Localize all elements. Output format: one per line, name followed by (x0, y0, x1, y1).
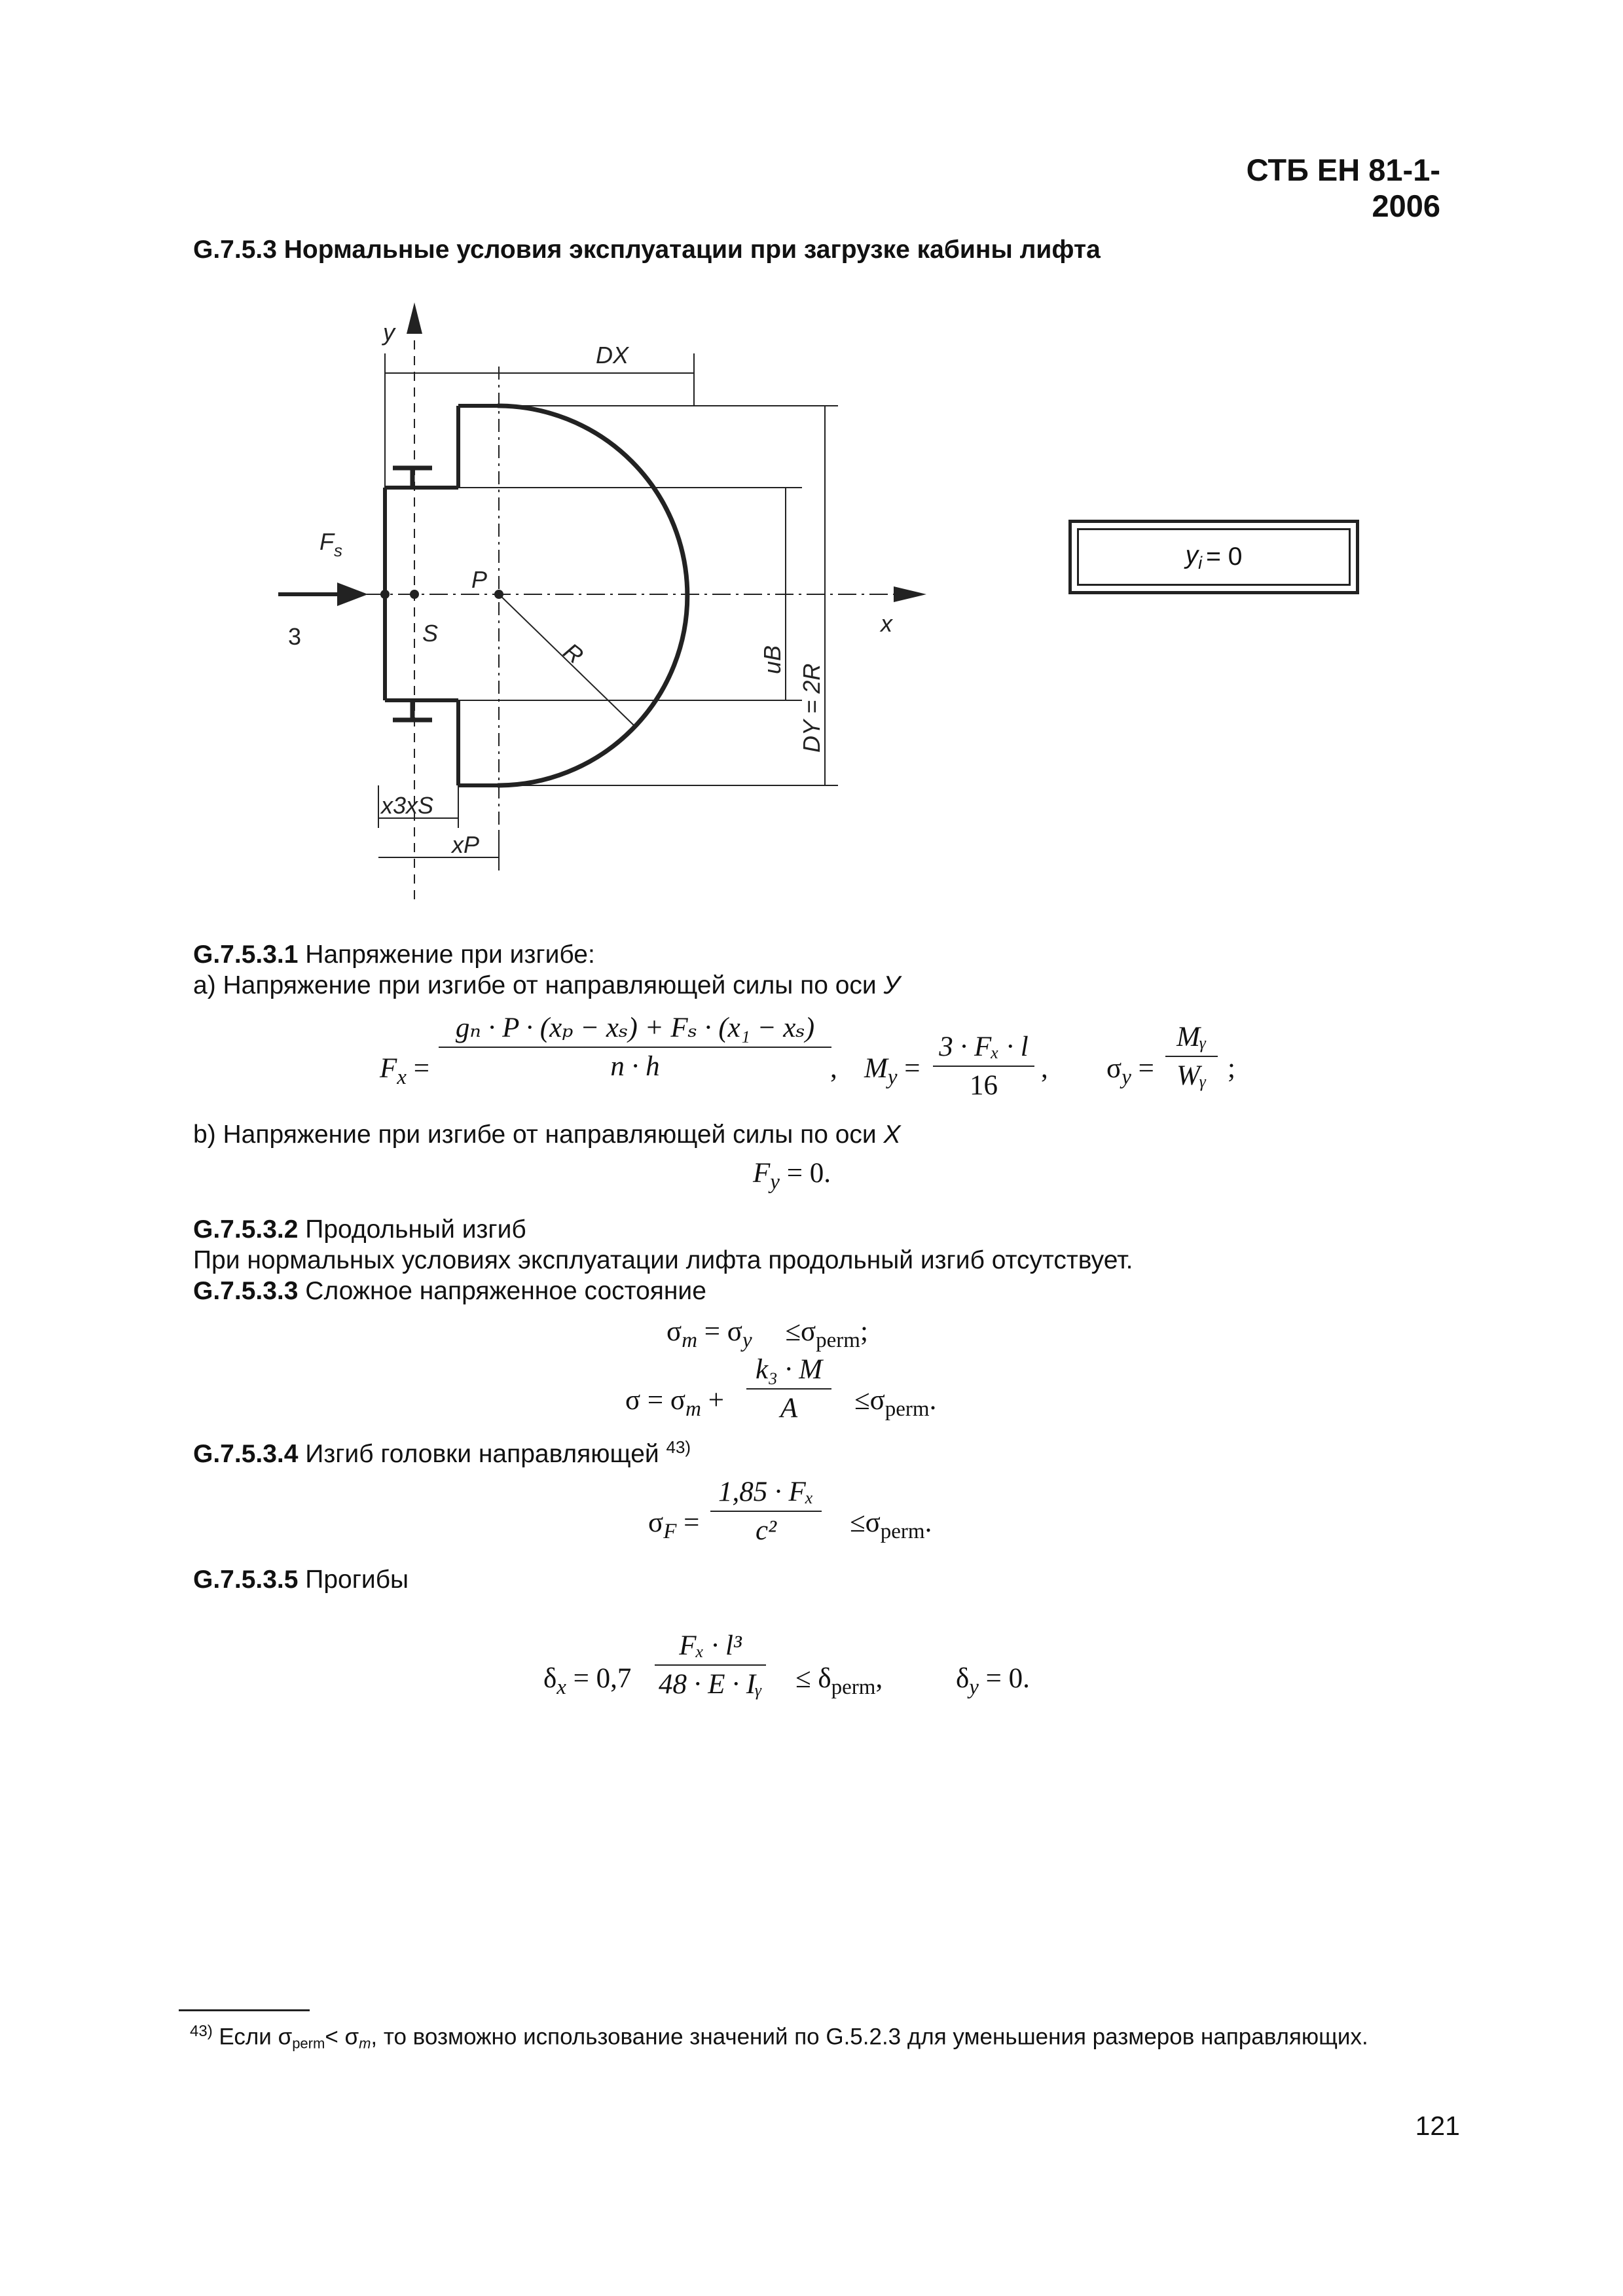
car-semicircle (498, 406, 687, 785)
footnote-sub-perm: perm (292, 2035, 325, 2052)
x3xs-label: x3xS (381, 792, 434, 819)
sy-bar (1165, 1056, 1218, 1057)
sigma-perm: $\le\sigma_{perm}$. (854, 1385, 937, 1421)
sy-semicolon: ; (1228, 1053, 1235, 1084)
sm-formula: $\sigma_m = \sigma_y \le\sigma_{perm}$; (666, 1316, 868, 1352)
dx-lhs: $\delta_x = 0,7$ (543, 1663, 632, 1699)
s4-number: G.7.5.3.4 (193, 1440, 299, 1468)
force-arrow-head-icon (337, 583, 368, 606)
dx-perm: ≤ $\delta_{perm}$, (795, 1663, 883, 1699)
footnote-mark: 43) (190, 2022, 213, 2040)
fx-bar (439, 1047, 831, 1048)
s2-body: При нормальных условиях эксплуатации лифта продольный изгиб отсутствует. (193, 1246, 1133, 1274)
y-arrow-icon (407, 302, 422, 334)
s4-note-ref[interactable]: 43) (666, 1437, 691, 1457)
fx-comma: , (830, 1053, 837, 1084)
x-label: x (881, 610, 892, 637)
dx-label: DX (596, 342, 629, 368)
s1-title: Напряжение при изгибе: (305, 941, 595, 969)
fy-formula: $F_y = 0$. (753, 1158, 831, 1194)
fx-denominator: n · h (610, 1051, 660, 1082)
my-denominator: 16 (970, 1070, 998, 1101)
dy-formula: $\delta_y = 0$. (956, 1663, 1030, 1699)
s1-b-text (193, 1119, 901, 1151)
fx-fraction (439, 1011, 831, 1083)
p-point-icon (494, 590, 503, 599)
xp-label: xP (452, 831, 480, 858)
fx-lhs: $F_x$ = (380, 1053, 429, 1089)
sf-bar (710, 1511, 822, 1512)
footnote-text-c: , то возможно использование значений по G.5.2.3 для уменьшения размеров направляющих. (371, 2024, 1368, 2050)
sigma-bar (746, 1388, 831, 1390)
dx-numerator: Fₓ · l³ (679, 1630, 742, 1661)
sigma-numerator: k₃ · M (755, 1354, 823, 1385)
dy-label: DY = 2R (798, 663, 825, 753)
s5-title: Прогибы (305, 1566, 409, 1594)
sf-numerator: 1,85 · Fₓ (718, 1477, 814, 1507)
dx-bar (655, 1664, 766, 1666)
s2-heading (193, 1214, 526, 1246)
ub-label: uB (759, 645, 786, 674)
s2-number: G.7.5.3.2 (193, 1215, 299, 1244)
s1-b-body: b) Напряжение при изгибе от направляющей силы по оси (193, 1121, 884, 1149)
sy-numerator: Mᵧ (1176, 1022, 1207, 1052)
s-label: S (422, 620, 439, 647)
footnote-rule (179, 2009, 310, 2011)
yi-inner-frame (1077, 528, 1351, 586)
dx-denominator: 48 · E · Iᵧ (659, 1669, 762, 1700)
sigma-lhs: $\sigma = \sigma_m$ + (625, 1385, 724, 1421)
s1-a-text (193, 970, 900, 1002)
my-bar (933, 1066, 1034, 1067)
r-label: R (558, 637, 589, 670)
item-3-label: 3 (288, 623, 302, 650)
y-label: y (383, 319, 395, 346)
my-fraction (933, 1031, 1034, 1102)
fx-numerator: gₙ · P · (xₚ − xₛ) + Fₛ · (x₁ − xₛ) (455, 1013, 815, 1043)
sigma-fraction (746, 1354, 831, 1424)
section-number: G.7.5.3 (193, 236, 277, 264)
s5-number: G.7.5.3.5 (193, 1566, 299, 1594)
s2-title: Продольный изгиб (305, 1215, 526, 1244)
s3-heading (193, 1276, 706, 1308)
footnote-sub-m: m (359, 2035, 371, 2052)
s5-heading (193, 1564, 409, 1596)
sy-fraction (1165, 1021, 1218, 1092)
s3-number: G.7.5.3.3 (193, 1277, 299, 1305)
s1-a-axis: У (883, 971, 900, 999)
s3-title: Сложное напряженное состояние (305, 1277, 706, 1305)
sf-lhs: $\sigma_F$ = (648, 1507, 700, 1543)
sy-lhs: $\sigma_y$ = (1106, 1053, 1154, 1089)
section-title: Нормальные условия эксплуатации при загрузке кабины лифта (283, 236, 1101, 264)
sigma-denominator: A (780, 1393, 798, 1424)
my-lhs: $M_y$ = (864, 1053, 921, 1089)
fs-label: $F_s$ (319, 528, 342, 560)
s1-heading (193, 939, 595, 971)
sf-denominator: c² (756, 1515, 776, 1546)
s1-number: G.7.5.3.1 (193, 941, 299, 969)
yi-value: = 0 (1206, 543, 1243, 571)
x-arrow-icon (894, 586, 926, 602)
sf-perm: $\le\sigma_{perm}$. (850, 1507, 932, 1543)
s1-b-axis: X (883, 1121, 901, 1149)
sf-fraction (710, 1476, 822, 1547)
yi-symbol: $y_i$ (1185, 541, 1203, 573)
s4-heading (193, 1437, 691, 1471)
page-number: 121 (1415, 2111, 1460, 2141)
footnote-text-b: < σ (325, 2024, 359, 2050)
footnote (190, 2022, 1368, 2053)
contact-point-icon (380, 590, 390, 599)
footnote-text-a: Если σ (219, 2024, 293, 2050)
s1-a-body: a) Напряжение при изгибе от направляющей силы по оси (193, 971, 884, 999)
p-label: P (471, 566, 488, 593)
guide-rail-diagram (249, 288, 969, 916)
section-heading (193, 234, 1101, 266)
dx-fraction (655, 1630, 766, 1700)
s4-title: Изгиб головки направляющей (305, 1440, 659, 1468)
document-id: СТБ ЕН 81-1-2006 (1246, 152, 1440, 223)
yi-condition-box (1068, 520, 1359, 594)
s-point-icon (410, 590, 419, 599)
my-numerator: 3 · Fₓ · l (939, 1031, 1029, 1062)
my-comma: , (1041, 1053, 1048, 1084)
sy-denominator: Wᵧ (1176, 1060, 1207, 1091)
